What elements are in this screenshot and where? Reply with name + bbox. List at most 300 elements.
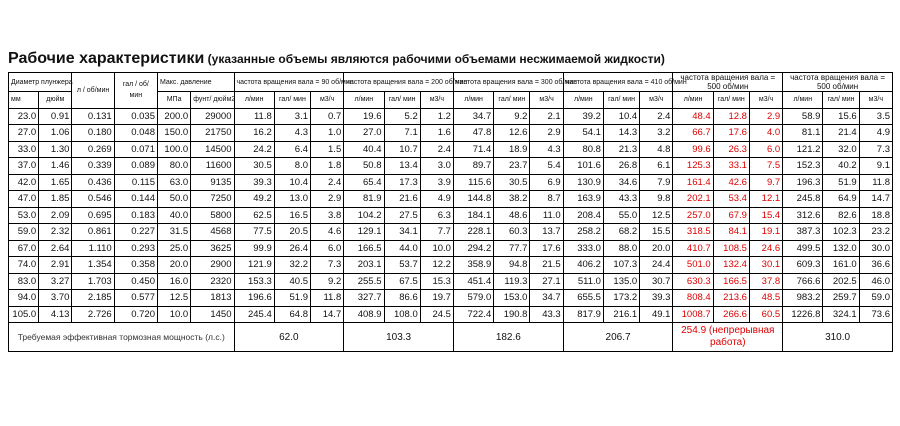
cell-mpa: 10.0 [157,306,190,323]
cell-rpm0-gpm: 32.2 [274,257,310,274]
cell-rpm2-gpm: 12.6 [494,125,530,142]
cell-psi: 2900 [191,257,234,274]
cell-rpm4-m3h: 37.8 [749,273,782,290]
cell-inch: 1.06 [39,125,72,142]
cell-rpm2-m3h: 21.5 [530,257,563,274]
unit-lpm: л/мин [673,92,713,109]
cell-psi: 11600 [191,158,234,175]
cell-rpm4-lpm: 48.4 [673,108,713,125]
header-gal-per-rev: гал / об/мин [114,73,157,109]
cell-rpm1-gpm: 7.1 [384,125,420,142]
cell-rpm1-lpm: 104.2 [344,207,384,224]
cell-rpm0-gpm: 64.8 [274,306,310,323]
cell-rpm2-gpm: 60.3 [494,224,530,241]
cell-rpm1-gpm: 44.0 [384,240,420,257]
cell-rpm2-gpm: 9.2 [494,108,530,125]
cell-rpm5-m3h: 73.6 [859,306,892,323]
cell-mpa: 200.0 [157,108,190,125]
cell-rpm4-gpm: 166.5 [713,273,749,290]
cell-rpm5-m3h: 30.0 [859,240,892,257]
page-title [8,50,665,68]
cell-gal: 0.144 [114,191,157,208]
cell-inch: 3.27 [39,273,72,290]
cell-psi: 14500 [191,141,234,158]
cell-rpm1-m3h: 1.2 [420,108,453,125]
performance-table [8,72,893,352]
cell-rpm2-lpm: 144.8 [453,191,493,208]
header-rpm-200: частота вращения вала = 200 об/мин [344,73,454,92]
cell-rpm2-gpm: 190.8 [494,306,530,323]
cell-rpm0-lpm: 11.8 [234,108,274,125]
cell-rpm0-m3h: 0.7 [311,108,344,125]
cell-rpm3-lpm: 406.2 [563,257,603,274]
cell-rpm5-lpm: 121.2 [783,141,823,158]
cell-rpm5-gpm: 161.0 [823,257,859,274]
cell-rpm3-lpm: 54.1 [563,125,603,142]
cell-rpm1-lpm: 327.7 [344,290,384,307]
unit-lpm: л/мин [344,92,384,109]
footer-power-200: 103.3 [344,323,454,352]
cell-rpm4-m3h: 12.1 [749,191,782,208]
header-plunger-diameter: Диаметр плунжера [9,73,72,92]
cell-rpm1-gpm: 34.1 [384,224,420,241]
cell-rpm4-lpm: 410.7 [673,240,713,257]
cell-rpm1-m3h: 6.3 [420,207,453,224]
cell-rpm1-m3h: 24.5 [420,306,453,323]
cell-rpm0-gpm: 40.5 [274,273,310,290]
cell-rpm0-m3h: 9.2 [311,273,344,290]
cell-rpm0-m3h: 1.0 [311,125,344,142]
cell-rpm5-gpm: 32.0 [823,141,859,158]
cell-rpm1-gpm: 13.4 [384,158,420,175]
cell-rpm1-m3h: 10.0 [420,240,453,257]
cell-rpm4-gpm: 42.6 [713,174,749,191]
footer-power-500-highlight: 254.9 (непрерывная работа) [673,323,783,352]
cell-rpm0-lpm: 49.2 [234,191,274,208]
cell-rpm0-lpm: 16.2 [234,125,274,142]
cell-mpa: 150.0 [157,125,190,142]
cell-psi: 5800 [191,207,234,224]
cell-rpm3-gpm: 55.0 [603,207,639,224]
unit-lpm: л/мин [453,92,493,109]
cell-inch: 2.91 [39,257,72,274]
cell-rpm3-lpm: 817.9 [563,306,603,323]
table-row [9,240,893,257]
cell-rpm3-m3h: 12.5 [640,207,673,224]
cell-mm: 67.0 [9,240,39,257]
cell-rpm5-m3h: 14.7 [859,191,892,208]
cell-mpa: 63.0 [157,174,190,191]
cell-rpm5-gpm: 64.9 [823,191,859,208]
cell-mpa: 80.0 [157,158,190,175]
cell-rpm5-lpm: 766.6 [783,273,823,290]
cell-mpa: 100.0 [157,141,190,158]
footer-power-90: 62.0 [234,323,344,352]
cell-rpm5-lpm: 983.2 [783,290,823,307]
cell-rpm0-gpm: 6.4 [274,141,310,158]
table-row [9,224,893,241]
cell-rpm5-gpm: 15.6 [823,108,859,125]
cell-rpm2-gpm: 153.0 [494,290,530,307]
cell-rpm0-m3h: 1.8 [311,158,344,175]
cell-rpm3-m3h: 2.4 [640,108,673,125]
cell-rpm4-m3h: 48.5 [749,290,782,307]
cell-rpm0-lpm: 121.9 [234,257,274,274]
cell-rpm1-gpm: 17.3 [384,174,420,191]
cell-rpm2-lpm: 71.4 [453,141,493,158]
cell-inch: 1.46 [39,158,72,175]
cell-l: 1.354 [72,257,114,274]
cell-rpm5-lpm: 58.9 [783,108,823,125]
cell-rpm5-m3h: 46.0 [859,273,892,290]
cell-rpm4-lpm: 630.3 [673,273,713,290]
header-rpm-500: частота вращения вала = 500 об/мин [783,73,893,92]
cell-rpm3-gpm: 26.8 [603,158,639,175]
cell-rpm5-gpm: 259.7 [823,290,859,307]
cell-rpm3-gpm: 88.0 [603,240,639,257]
cell-mm: 42.0 [9,174,39,191]
table-row [9,141,893,158]
cell-rpm3-gpm: 21.3 [603,141,639,158]
cell-rpm1-m3h: 2.4 [420,141,453,158]
cell-rpm3-m3h: 24.4 [640,257,673,274]
cell-rpm5-m3h: 59.0 [859,290,892,307]
title-subtitle: (указанные объемы являются рабочими объемами несжимаемой жидкости) [204,52,665,66]
cell-rpm0-gpm: 16.5 [274,207,310,224]
cell-rpm5-lpm: 152.3 [783,158,823,175]
cell-inch: 4.13 [39,306,72,323]
cell-rpm5-m3h: 9.1 [859,158,892,175]
cell-rpm4-m3h: 60.5 [749,306,782,323]
cell-rpm1-lpm: 255.5 [344,273,384,290]
cell-rpm4-m3h: 2.9 [749,108,782,125]
cell-rpm4-gpm: 67.9 [713,207,749,224]
cell-gal: 0.450 [114,273,157,290]
cell-rpm0-m3h: 11.8 [311,290,344,307]
cell-rpm1-m3h: 19.7 [420,290,453,307]
cell-rpm1-lpm: 166.5 [344,240,384,257]
cell-rpm5-m3h: 4.9 [859,125,892,142]
unit-gpm: гал/ мин [603,92,639,109]
cell-rpm3-m3h: 4.8 [640,141,673,158]
unit-gpm: гал/ мин [384,92,420,109]
cell-rpm3-gpm: 34.6 [603,174,639,191]
cell-rpm0-lpm: 24.2 [234,141,274,158]
cell-rpm0-gpm: 20.5 [274,224,310,241]
header-rpm-300: частота вращения вала = 300 об/мин [453,73,563,92]
cell-gal: 0.115 [114,174,157,191]
table-row [9,257,893,274]
cell-rpm2-m3h: 2.9 [530,125,563,142]
cell-rpm2-m3h: 11.0 [530,207,563,224]
cell-rpm1-gpm: 53.7 [384,257,420,274]
cell-rpm4-lpm: 161.4 [673,174,713,191]
cell-mpa: 40.0 [157,207,190,224]
unit-gpm: гал/ мин [494,92,530,109]
cell-psi: 9135 [191,174,234,191]
cell-rpm2-lpm: 115.6 [453,174,493,191]
cell-rpm5-gpm: 324.1 [823,306,859,323]
cell-rpm1-lpm: 203.1 [344,257,384,274]
cell-l: 0.546 [72,191,114,208]
cell-rpm4-gpm: 33.1 [713,158,749,175]
cell-rpm1-m3h: 7.7 [420,224,453,241]
cell-rpm1-lpm: 40.4 [344,141,384,158]
header-row-top [9,73,893,92]
table-row [9,174,893,191]
cell-rpm5-m3h: 36.6 [859,257,892,274]
cell-rpm5-gpm: 82.6 [823,207,859,224]
cell-rpm3-gpm: 10.4 [603,108,639,125]
cell-inch: 1.30 [39,141,72,158]
unit-lpm: л/мин [234,92,274,109]
cell-mpa: 20.0 [157,257,190,274]
cell-mm: 53.0 [9,207,39,224]
cell-rpm1-lpm: 65.4 [344,174,384,191]
cell-inch: 2.09 [39,207,72,224]
cell-rpm5-lpm: 1226.8 [783,306,823,323]
table-row [9,158,893,175]
cell-rpm0-lpm: 39.3 [234,174,274,191]
cell-rpm2-lpm: 34.7 [453,108,493,125]
cell-inch: 1.65 [39,174,72,191]
unit-lpm: л/мин [563,92,603,109]
cell-rpm3-gpm: 173.2 [603,290,639,307]
cell-rpm3-gpm: 68.2 [603,224,639,241]
cell-rpm5-lpm: 245.8 [783,191,823,208]
cell-inch: 3.70 [39,290,72,307]
cell-rpm3-lpm: 80.8 [563,141,603,158]
table-row [9,191,893,208]
cell-rpm3-m3h: 30.7 [640,273,673,290]
cell-l: 2.726 [72,306,114,323]
cell-rpm2-m3h: 27.1 [530,273,563,290]
cell-rpm1-gpm: 10.7 [384,141,420,158]
cell-rpm3-m3h: 15.5 [640,224,673,241]
cell-rpm4-lpm: 808.4 [673,290,713,307]
table-row [9,306,893,323]
cell-rpm5-m3h: 18.8 [859,207,892,224]
cell-rpm3-lpm: 333.0 [563,240,603,257]
cell-rpm2-m3h: 4.3 [530,141,563,158]
footer-power-label: Требуемая эффективная тормозная мощность (л.с.) [9,323,235,352]
cell-rpm2-lpm: 722.4 [453,306,493,323]
unit-m3h: м3/ч [420,92,453,109]
footer-power-410: 206.7 [563,323,673,352]
cell-rpm3-gpm: 43.3 [603,191,639,208]
header-rpm-500-highlight: частота вращения вала = 500 об/мин [673,73,783,92]
cell-rpm5-lpm: 499.5 [783,240,823,257]
cell-gal: 0.071 [114,141,157,158]
cell-rpm0-m3h: 3.8 [311,207,344,224]
cell-rpm0-m3h: 4.6 [311,224,344,241]
cell-rpm3-lpm: 511.0 [563,273,603,290]
cell-rpm2-lpm: 184.1 [453,207,493,224]
cell-rpm5-lpm: 387.3 [783,224,823,241]
cell-rpm4-gpm: 84.1 [713,224,749,241]
cell-rpm4-lpm: 202.1 [673,191,713,208]
cell-rpm4-m3h: 19.1 [749,224,782,241]
unit-m3h: м3/ч [311,92,344,109]
cell-rpm2-lpm: 358.9 [453,257,493,274]
header-rpm-410: частота вращения вала = 410 об/мин [563,73,673,92]
cell-l: 0.131 [72,108,114,125]
cell-rpm2-m3h: 8.7 [530,191,563,208]
cell-rpm4-lpm: 257.0 [673,207,713,224]
cell-rpm4-gpm: 53.4 [713,191,749,208]
table-row [9,108,893,125]
cell-rpm3-lpm: 655.5 [563,290,603,307]
cell-rpm1-lpm: 19.6 [344,108,384,125]
cell-psi: 21750 [191,125,234,142]
cell-rpm4-gpm: 266.6 [713,306,749,323]
cell-rpm2-m3h: 13.7 [530,224,563,241]
cell-rpm1-m3h: 3.9 [420,174,453,191]
cell-rpm2-gpm: 23.7 [494,158,530,175]
table-row [9,125,893,142]
cell-mpa: 50.0 [157,191,190,208]
unit-mm: мм [9,92,39,109]
cell-rpm0-gpm: 51.9 [274,290,310,307]
cell-rpm5-m3h: 7.3 [859,141,892,158]
cell-l: 0.339 [72,158,114,175]
cell-rpm2-gpm: 94.8 [494,257,530,274]
cell-rpm0-lpm: 196.6 [234,290,274,307]
cell-psi: 1450 [191,306,234,323]
cell-rpm0-gpm: 3.1 [274,108,310,125]
unit-lpm: л/мин [783,92,823,109]
cell-rpm3-m3h: 49.1 [640,306,673,323]
cell-rpm2-m3h: 43.3 [530,306,563,323]
cell-rpm1-lpm: 50.8 [344,158,384,175]
cell-l: 0.861 [72,224,114,241]
footer-power-300: 182.6 [453,323,563,352]
cell-rpm5-gpm: 21.4 [823,125,859,142]
cell-rpm0-m3h: 1.5 [311,141,344,158]
cell-psi: 7250 [191,191,234,208]
cell-l: 0.436 [72,174,114,191]
cell-rpm5-lpm: 81.1 [783,125,823,142]
cell-rpm5-lpm: 312.6 [783,207,823,224]
cell-mpa: 16.0 [157,273,190,290]
cell-l: 0.695 [72,207,114,224]
cell-rpm0-gpm: 26.4 [274,240,310,257]
cell-rpm0-lpm: 30.5 [234,158,274,175]
cell-rpm1-lpm: 27.0 [344,125,384,142]
cell-rpm0-m3h: 6.0 [311,240,344,257]
cell-gal: 0.577 [114,290,157,307]
cell-mm: 47.0 [9,191,39,208]
cell-mm: 23.0 [9,108,39,125]
cell-rpm3-m3h: 20.0 [640,240,673,257]
unit-gpm: гал/ мин [713,92,749,109]
cell-rpm2-lpm: 579.0 [453,290,493,307]
cell-rpm4-m3h: 24.6 [749,240,782,257]
cell-rpm0-lpm: 77.5 [234,224,274,241]
cell-rpm5-gpm: 51.9 [823,174,859,191]
cell-l: 1.110 [72,240,114,257]
cell-rpm0-lpm: 245.4 [234,306,274,323]
table-row [9,207,893,224]
cell-rpm2-gpm: 30.5 [494,174,530,191]
cell-inch: 1.85 [39,191,72,208]
cell-rpm4-m3h: 9.7 [749,174,782,191]
cell-rpm0-gpm: 4.3 [274,125,310,142]
cell-rpm1-gpm: 21.6 [384,191,420,208]
cell-mm: 27.0 [9,125,39,142]
cell-rpm4-lpm: 1008.7 [673,306,713,323]
cell-mm: 33.0 [9,141,39,158]
cell-rpm3-m3h: 3.2 [640,125,673,142]
cell-psi: 3625 [191,240,234,257]
cell-rpm4-gpm: 26.3 [713,141,749,158]
cell-rpm3-gpm: 107.3 [603,257,639,274]
cell-gal: 0.720 [114,306,157,323]
unit-m3h: м3/ч [530,92,563,109]
cell-rpm4-gpm: 213.6 [713,290,749,307]
cell-rpm2-lpm: 294.2 [453,240,493,257]
cell-rpm3-lpm: 39.2 [563,108,603,125]
cell-rpm0-gpm: 13.0 [274,191,310,208]
cell-rpm4-lpm: 99.6 [673,141,713,158]
cell-rpm4-gpm: 17.6 [713,125,749,142]
cell-psi: 29000 [191,108,234,125]
footer-power-500: 310.0 [783,323,893,352]
cell-rpm5-gpm: 102.3 [823,224,859,241]
cell-gal: 0.089 [114,158,157,175]
header-max-pressure: Макс. давление [157,73,234,92]
cell-rpm0-lpm: 99.9 [234,240,274,257]
cell-mm: 59.0 [9,224,39,241]
cell-rpm2-gpm: 18.9 [494,141,530,158]
cell-rpm1-m3h: 1.6 [420,125,453,142]
cell-rpm2-m3h: 6.9 [530,174,563,191]
cell-gal: 0.227 [114,224,157,241]
cell-inch: 2.64 [39,240,72,257]
cell-rpm1-lpm: 408.9 [344,306,384,323]
cell-l: 2.185 [72,290,114,307]
cell-rpm1-m3h: 12.2 [420,257,453,274]
table-row [9,273,893,290]
cell-rpm2-gpm: 38.2 [494,191,530,208]
cell-rpm5-lpm: 196.3 [783,174,823,191]
cell-rpm3-m3h: 39.3 [640,290,673,307]
cell-rpm0-m3h: 14.7 [311,306,344,323]
cell-gal: 0.035 [114,108,157,125]
cell-rpm3-lpm: 208.4 [563,207,603,224]
cell-rpm4-m3h: 7.5 [749,158,782,175]
cell-mpa: 12.5 [157,290,190,307]
title-main: Рабочие характеристики [8,50,205,67]
cell-rpm2-lpm: 451.4 [453,273,493,290]
cell-mm: 74.0 [9,257,39,274]
header-rpm-90: частота вращения вала = 90 об/мин [234,73,344,92]
cell-rpm0-lpm: 153.3 [234,273,274,290]
cell-rpm4-lpm: 318.5 [673,224,713,241]
cell-mm: 94.0 [9,290,39,307]
cell-gal: 0.293 [114,240,157,257]
cell-rpm4-gpm: 132.4 [713,257,749,274]
cell-rpm3-gpm: 14.3 [603,125,639,142]
cell-rpm3-m3h: 6.1 [640,158,673,175]
unit-gpm: гал/ мин [823,92,859,109]
cell-rpm3-m3h: 7.9 [640,174,673,191]
cell-rpm3-lpm: 130.9 [563,174,603,191]
cell-rpm2-gpm: 119.3 [494,273,530,290]
cell-rpm3-lpm: 101.6 [563,158,603,175]
cell-rpm2-m3h: 34.7 [530,290,563,307]
cell-mm: 105.0 [9,306,39,323]
